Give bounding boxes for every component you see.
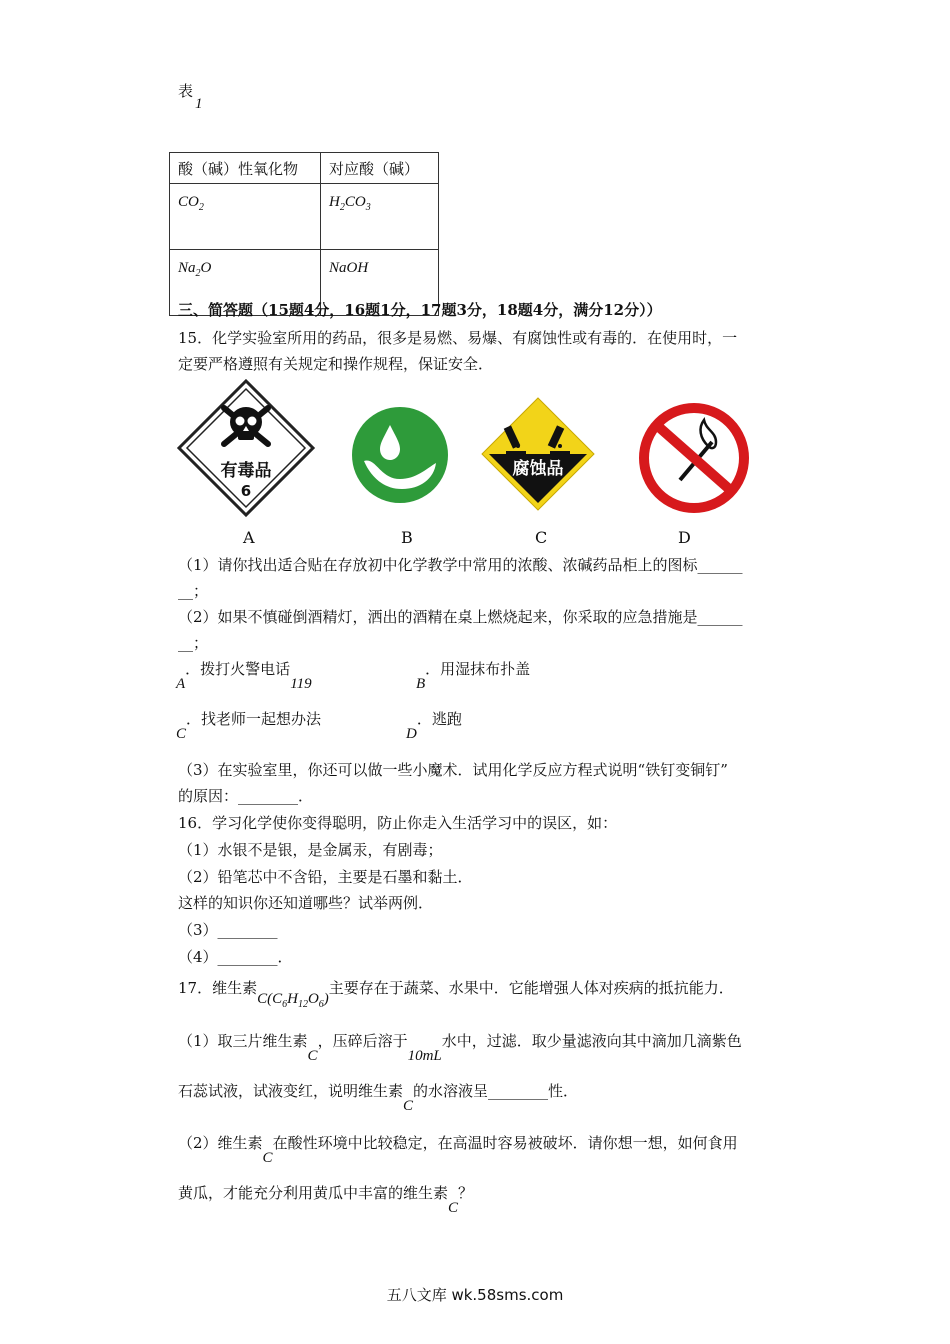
sign-label-d: D	[678, 528, 691, 547]
sign-label-a: A	[243, 528, 255, 547]
table-cell-h2co3: $H_2CO_3$	[321, 184, 439, 250]
footer-watermark: 五八文库 wk.58sms.com	[386, 1286, 564, 1304]
sign-label-c: C	[535, 528, 548, 547]
q15-part3-line1: （3）在实验室里，你还可以做一些小魔术．试用化学反应方程式说明“铁钉变铜钉”	[178, 761, 728, 779]
q15-part1-line1: （1）请你找出适合贴在存放初中化学教学中常用的浓酸、浓碱药品柜上的图标______	[178, 556, 743, 574]
toxic-sign-text: 有毒品	[220, 461, 272, 481]
q15-part2-line1: （2）如果不慎碰倒酒精灯，洒出的酒精在桌上燃烧起来，你采取的应急措施是______	[178, 608, 743, 626]
q15-line2: 定要严格遵照有关规定和操作规程，保证安全．	[178, 355, 494, 373]
q16-line2: （1）水银不是银，是金属汞，有剧毒；	[178, 841, 443, 859]
toxic-sign-number: 6	[240, 482, 252, 500]
sign-label-b: B	[401, 528, 413, 547]
corrosive-sign-icon	[480, 396, 596, 512]
section-title: 三、简答题（15题4分，16题1分，17题3分，18题4分，满分12分））	[178, 301, 662, 319]
vitamin-c-formula: $C(C_6H_{12}O_6)$	[257, 991, 329, 1010]
table-header-oxide: 酸（碱）性氧化物	[170, 153, 321, 184]
table-cell-naoh: NaOH	[321, 250, 439, 316]
option-c: C．找老师一起想办法	[176, 710, 322, 742]
option-b: B．用湿抹布扑盖	[416, 660, 531, 692]
table-cell-co2: $CO_2$	[170, 184, 321, 250]
q17-part1-line1: （1）取三片维生素C，压碎后溶于10mL水中，过滤．取少量滤液向其中滴加几滴紫色	[178, 1032, 742, 1064]
no-fire-sign-icon	[638, 402, 750, 514]
table-caption	[178, 80, 203, 112]
oxide-table	[169, 152, 439, 316]
table-caption-word: 表	[178, 82, 194, 100]
q16-line6: （4）________．	[178, 948, 293, 966]
q15-part2-line2: __；	[178, 634, 209, 652]
q17-part2-line1: （2）维生素C在酸性环境中比较稳定，在高温时容易被破坏．请你想一想，如何食用	[178, 1134, 738, 1166]
table-cell-na2o: $Na_2O$	[170, 250, 321, 316]
corrosive-sign-text: 腐蚀品	[512, 459, 564, 479]
toxic-sign-icon	[176, 378, 316, 518]
option-a: A．拨打火警电话119	[176, 660, 312, 692]
q16-line4: 这样的知识你还知道哪些？试举两例．	[178, 894, 434, 912]
q15-part1-line2: __；	[178, 582, 209, 600]
q17-part2-line2: 黄瓜，才能充分利用黄瓜中丰富的维生素C？	[178, 1184, 474, 1216]
q17-intro: 17．维生素$C(C_6H_{12}O_6)$主要存在于蔬菜、水果中．它能增强人体对疾病的抵抗能力．	[178, 979, 734, 1010]
q15-part3-line2: 的原因：________．	[178, 787, 314, 805]
table-header-acid: 对应酸（碱）	[321, 153, 439, 184]
q16-line5: （3）________	[178, 921, 278, 939]
option-d: D．逃跑	[406, 710, 462, 742]
table-caption-num: 1	[195, 96, 203, 112]
water-saving-sign-icon	[350, 405, 450, 505]
q17-part1-line2: 石蕊试液，试液变红，说明维生素C的水溶液呈________性．	[178, 1082, 579, 1114]
q16-line3: （2）铅笔芯中不含铅，主要是石墨和黏土．	[178, 868, 473, 886]
q15-line1: 15．化学实验室所用的药品，很多是易燃、易爆、有腐蚀性或有毒的．在使用时，一	[178, 329, 738, 347]
q16-line1: 16．学习化学使你变得聪明，防止你走入生活学习中的误区，如：	[178, 814, 618, 832]
